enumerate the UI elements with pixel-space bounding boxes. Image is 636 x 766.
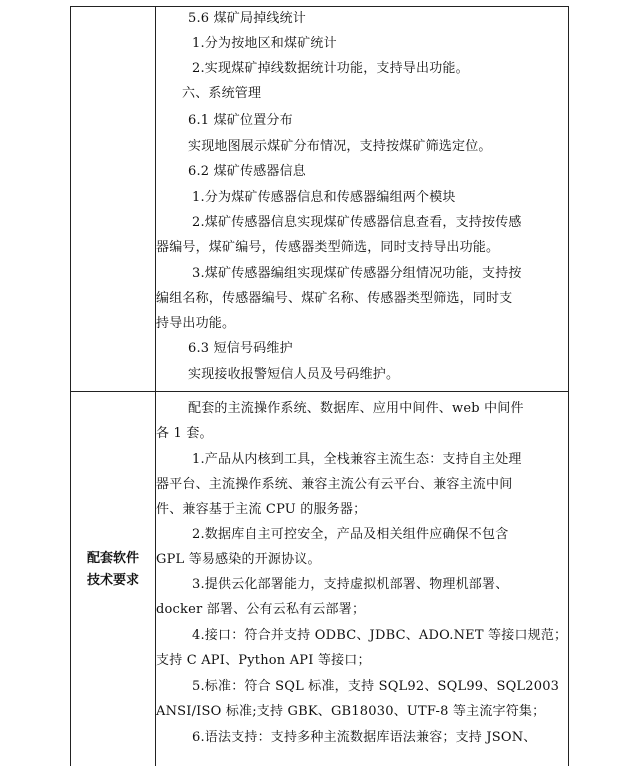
section-heading: 5.6 煤矿局掉线统计 [188,11,307,26]
row-label-line: 配套软件 [86,551,139,566]
row-label [70,548,156,592]
text-line: 各 1 套。 [156,426,213,441]
text-line: 持导出功能。 [156,316,236,331]
table-top-border [70,6,569,7]
text-line: 2.实现煤矿掉线数据统计功能，支持导出功能。 [192,61,469,76]
text-line: 4.接口：符合并支持 ODBC、JDBC、ADO.NET 等接口规范； [192,628,568,643]
text-line: 1.分为煤矿传感器信息和传感器编组两个模块 [192,190,456,205]
section-heading: 6.3 短信号码维护 [188,341,293,356]
text-line: 配套的主流操作系统、数据库、应用中间件、web 中间件 [188,401,524,416]
text-line: 件、兼容基于主流 CPU 的服务器； [156,502,367,517]
row-label-line: 技术要求 [86,573,139,588]
section-heading: 六、系统管理 [182,86,262,101]
text-line: 5.标准：符合 SQL 标准，支持 SQL92、SQL99、SQL2003 [192,679,560,694]
text-line: 2.煤矿传感器信息实现煤矿传感器信息查看，支持按传感 [192,215,522,230]
table-left-border [70,6,71,766]
text-line: GPL 等易感染的开源协议。 [156,552,321,567]
text-line: 实现接收报警短信人员及号码维护。 [188,367,400,382]
text-line: docker 部署、公有云私有云部署； [156,602,366,617]
row-divider [70,391,569,392]
text-line: 1.产品从内核到工具，全栈兼容主流生态：支持自主处理 [192,452,522,467]
text-line: 3.煤矿传感器编组实现煤矿传感器分组情况功能，支持按 [192,266,522,281]
software-requirements-cell [156,400,568,760]
upper-content-cell [156,10,560,390]
text-line: 支持 C API、Python API 等接口； [156,653,371,668]
text-line: 编组名称，传感器编号、煤矿名称、传感器类型筛选，同时支 [156,291,513,306]
text-line: 实现地图展示煤矿分布情况，支持按煤矿筛选定位。 [188,139,492,154]
text-line: 2.数据库自主可控安全，产品及相关组件应确保不包含 [192,527,509,542]
text-line: 6.语法支持：支持多种主流数据库语法兼容；支持 JSON、 [192,730,537,745]
section-heading: 6.1 煤矿位置分布 [188,113,293,128]
text-line: 器平台、主流操作系统、兼容主流公有云平台、兼容主流中间 [156,477,513,492]
section-heading: 6.2 煤矿传感器信息 [188,164,307,179]
text-line: 1.分为按地区和煤矿统计 [192,36,337,51]
text-line: ANSI/ISO 标准;支持 GBK、GB18030、UTF-8 等主流字符集； [156,704,546,719]
text-line: 3.提供云化部署能力，支持虚拟机部署、物理机部署、 [192,577,509,592]
text-line: 器编号，煤矿编号，传感器类型筛选，同时支持导出功能。 [156,240,500,255]
table-right-border [568,6,569,766]
